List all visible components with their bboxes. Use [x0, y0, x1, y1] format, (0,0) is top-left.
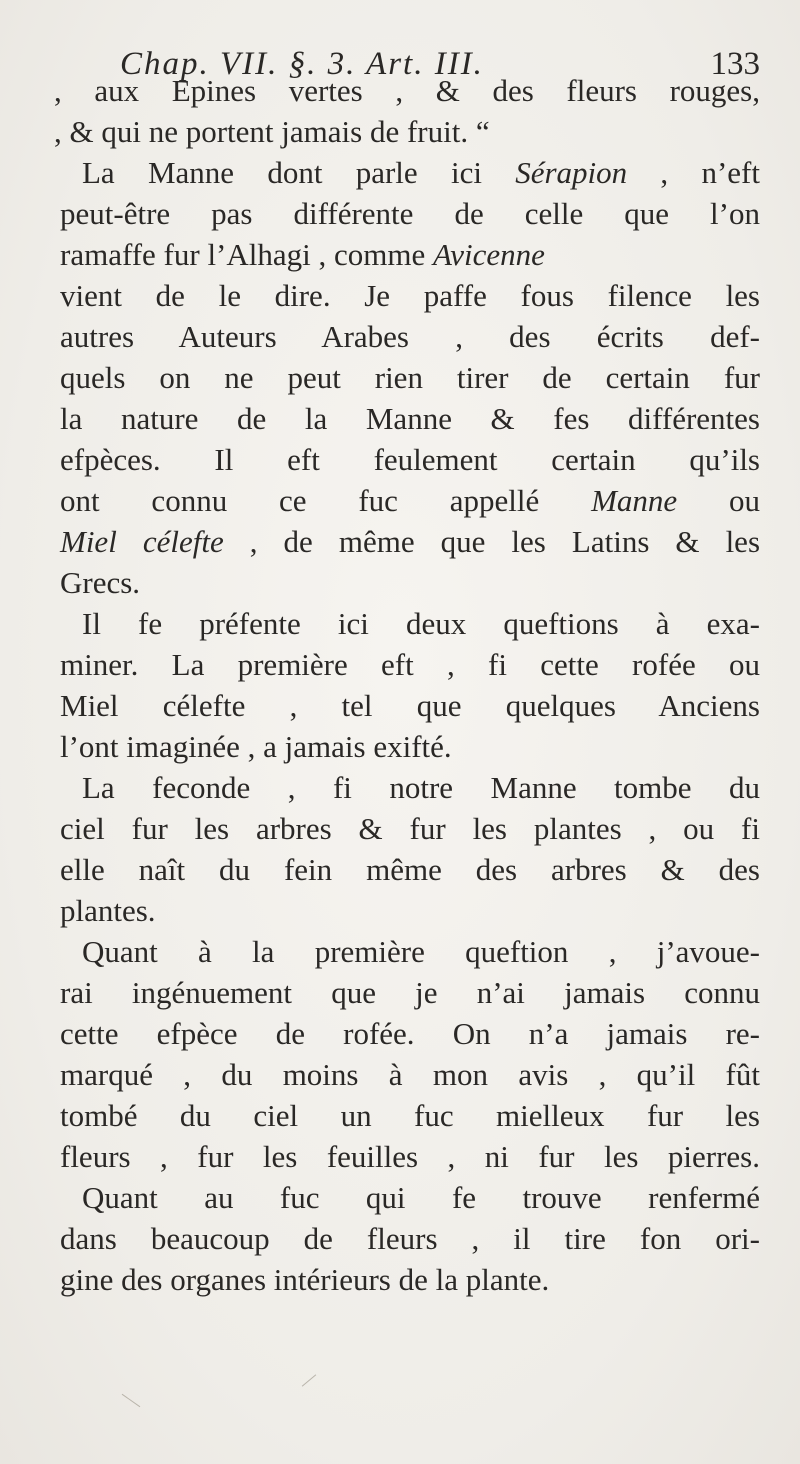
line-text: gine des organes intérieurs de la plante. [60, 1262, 550, 1297]
text-line [82, 1177, 760, 1219]
line-text: efpèces. Il eft feulement certain qu’ils [60, 442, 760, 477]
text-line [60, 685, 760, 727]
text-line [60, 275, 760, 317]
line-text: autres Auteurs Arabes , des écrits def- [60, 319, 760, 354]
italic-name: Sérapion [515, 155, 628, 190]
text-line [60, 316, 760, 358]
line-text: La feconde , fi notre Manne tombe du [82, 770, 760, 805]
running-title: Chap. VII. §. 3. Art. III. [120, 46, 484, 82]
line-text: miner. La première eft , fi cette rofée ou [60, 647, 760, 682]
line-text: Quant au fuc qui fe trouve renfermé [82, 1180, 760, 1215]
text-line [60, 726, 760, 768]
line-text: dans beaucoup de fleurs , il tire fon ori- [60, 1221, 760, 1256]
text-line [60, 357, 760, 399]
text-line [60, 1218, 760, 1260]
text-line [54, 111, 760, 153]
line-text: Grecs. [60, 565, 141, 600]
line-text: cette efpèce de rofée. On n’a jamais re- [60, 1016, 760, 1051]
line-text: ramaffe fur l’Alhagi , comme [60, 237, 433, 272]
text-line [60, 439, 760, 481]
line-text: la nature de la Manne & fes différentes [60, 401, 760, 436]
line-text: , aux Epines vertes , & des fleurs rouges, [54, 73, 760, 108]
text-line [60, 562, 760, 604]
text-line [60, 193, 760, 235]
text-line [60, 398, 760, 440]
line-text: fleurs , fur les feuilles , ni fur les pierres. [60, 1139, 760, 1174]
line-text: l’ont imaginée , a jamais exifté. [60, 729, 452, 764]
line-text: ou [677, 483, 760, 518]
line-text: La Manne dont parle ici [82, 155, 516, 190]
line-text: vient de le dire. Je paffe fous filence les [60, 278, 760, 313]
text-line [60, 234, 760, 276]
text-line [82, 931, 760, 973]
text-line [60, 1136, 760, 1178]
text-line [60, 972, 760, 1014]
text-line [60, 644, 760, 686]
text-line [82, 603, 760, 645]
text-line [54, 70, 760, 112]
line-text: Miel célefte , tel que quelques Anciens [60, 688, 760, 723]
line-text: , & qui ne portent jamais de fruit. “ [54, 114, 490, 149]
line-text: elle naît du fein même des arbres & des [60, 852, 760, 887]
line-text: , n’eft [627, 155, 760, 190]
text-line [60, 521, 760, 563]
text-line [82, 152, 760, 194]
text-line [60, 1095, 760, 1137]
page-number: 133 [710, 46, 760, 82]
line-text: plantes. [60, 893, 156, 928]
line-text: quels on ne peut rien tirer de certain fur [60, 360, 760, 395]
line-text: Quant à la première queftion , j’avoue- [82, 934, 760, 969]
text-line [60, 1259, 760, 1301]
text-line [82, 767, 760, 809]
line-text: ciel fur les arbres & fur les plantes , ou fi [60, 811, 760, 846]
scan-mark [302, 1374, 316, 1386]
line-text: ont connu ce fuc appellé [60, 483, 592, 518]
italic-name: Avicenne [433, 237, 545, 272]
text-line [60, 849, 760, 891]
italic-name: Manne [591, 483, 678, 518]
line-text: , de même que les Latins & les [223, 524, 761, 559]
scan-mark [122, 1394, 141, 1407]
text-line [60, 1054, 760, 1096]
line-text: peut-être pas différente de celle que l’on [60, 196, 760, 231]
line-text: Il fe préfente ici deux queftions à exa- [82, 606, 760, 641]
text-line [60, 480, 760, 522]
text-line [60, 890, 760, 932]
text-line [60, 1013, 760, 1055]
line-text: rai ingénuement que je n’ai jamais connu [60, 975, 760, 1010]
line-text: marqué , du moins à mon avis , qu’il fût [60, 1057, 760, 1092]
line-text: tombé du ciel un fuc mielleux fur les [60, 1098, 760, 1133]
text-line [60, 808, 760, 850]
italic-name: Miel célefte [60, 524, 224, 559]
